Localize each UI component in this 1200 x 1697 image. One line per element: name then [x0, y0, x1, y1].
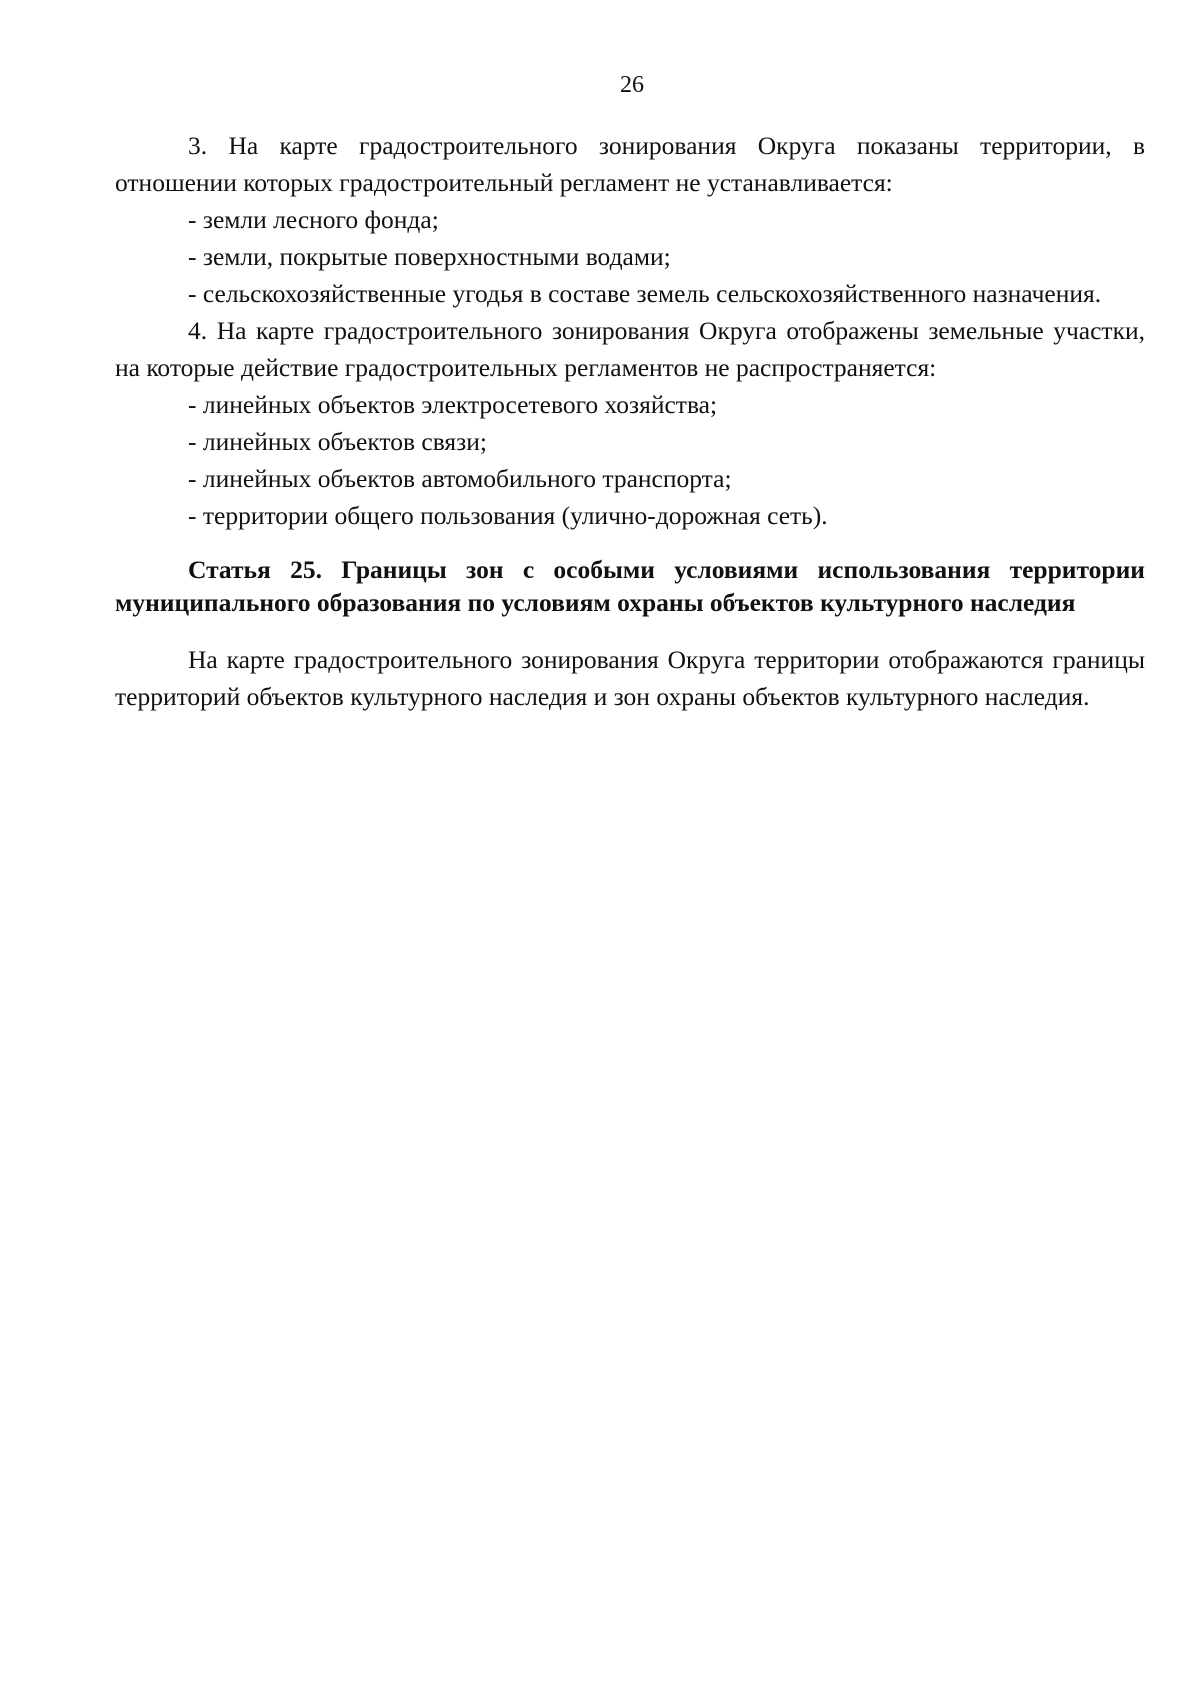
clause-3-item-forest-lands: - земли лесного фонда; [188, 205, 439, 234]
clause-4-item-public-territories: - территории общего пользования (улично-дорожная сеть). [188, 501, 828, 530]
clause-3-item-agricultural-lands: - сельскохозяйственные угодья в составе земель сельскохозяйственного назначения. [188, 279, 1102, 308]
clause-3-intro: 3. На карте градостроительного зонирования Округа показаны территории, в отношении которых градостроительный регламент не устанавливается: [115, 131, 1145, 197]
clause-4-item-road-transport: - линейных объектов автомобильного транспорта; [188, 464, 732, 493]
clause-4-intro: 4. На карте градостроительного зонирования Округа отображены земельные участки, на которые действие градостроительных регламентов не распространяется: [115, 316, 1145, 382]
clause-4-item-communications: - линейных объектов связи; [188, 427, 487, 456]
clause-4-item-power-grid: - линейных объектов электросетевого хозяйства; [188, 390, 718, 419]
document-body [115, 127, 1145, 715]
page-number: 26 [620, 72, 644, 98]
article-25-heading: Статья 25. Границы зон с особыми условиями использования территории муниципального образования по условиям охраны объектов культурного наследия [115, 555, 1145, 617]
clause-3-item-water-lands: - земли, покрытые поверхностными водами; [188, 242, 671, 271]
article-25-body: На карте градостроительного зонирования Округа территории отображаются границы территорий объектов культурного наследия и зон охраны объектов культурного наследия. [115, 645, 1145, 711]
